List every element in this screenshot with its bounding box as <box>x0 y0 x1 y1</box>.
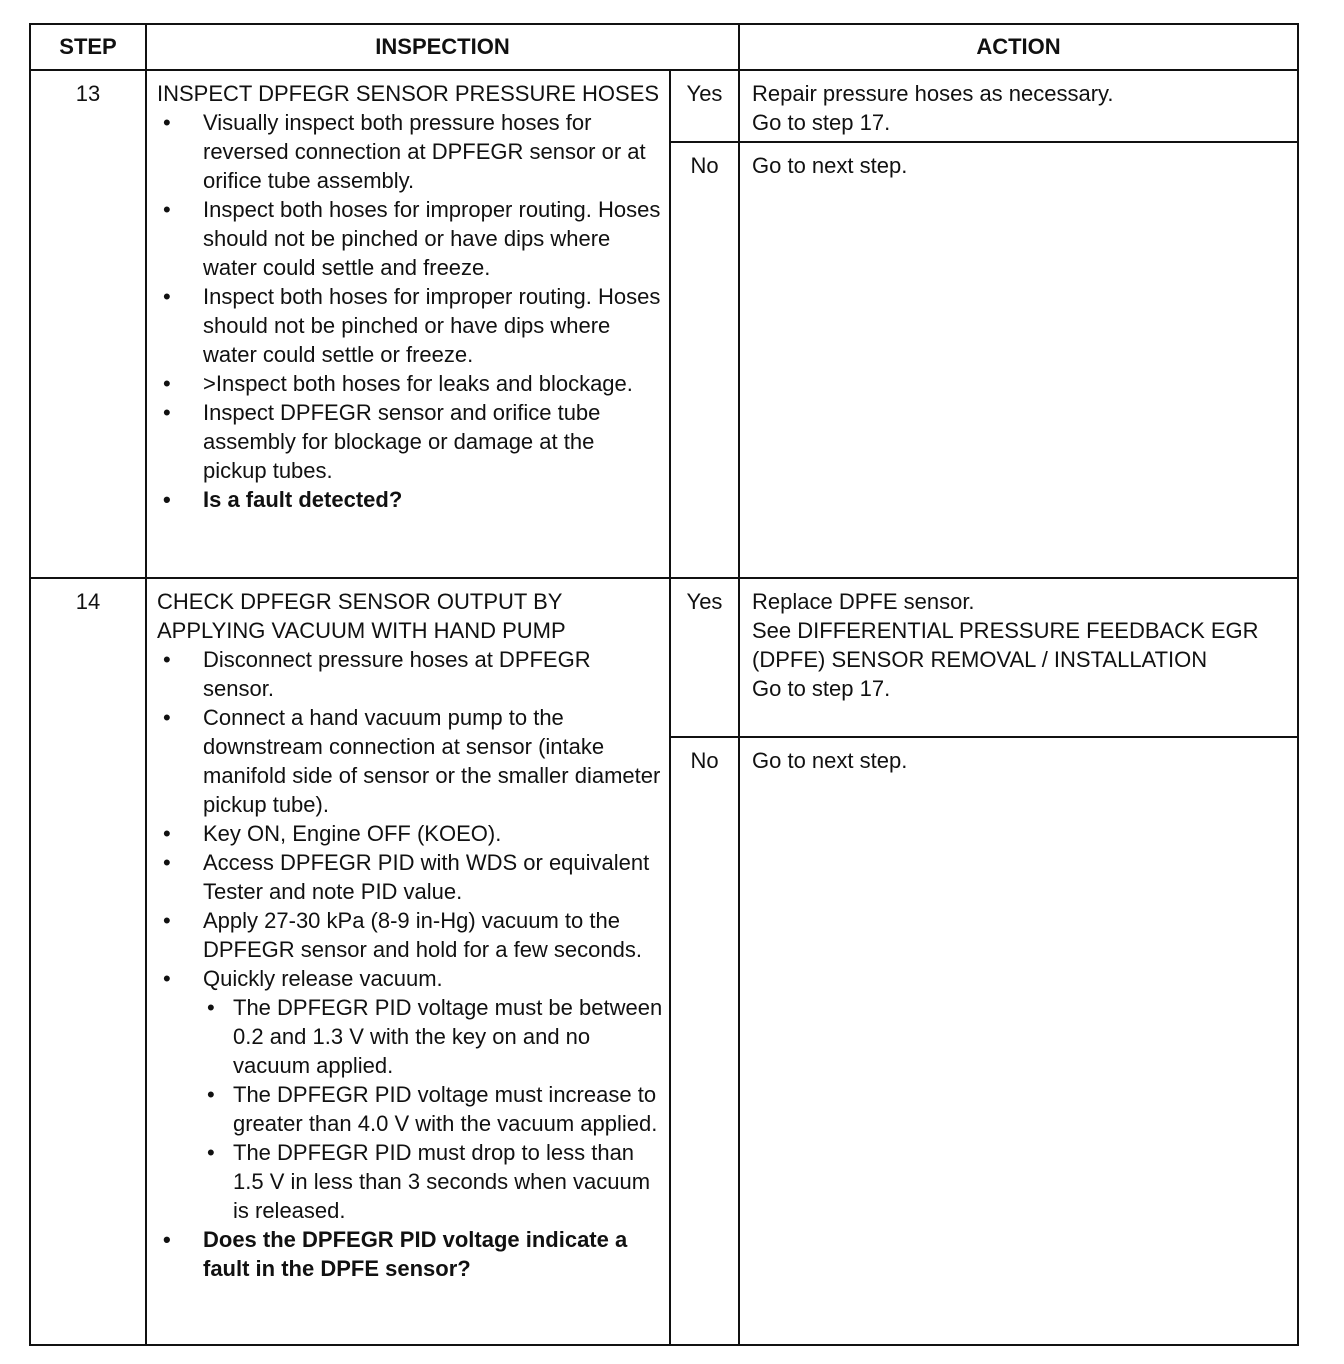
step-number: 13 <box>30 70 146 578</box>
step-13-yes-row <box>30 70 1298 142</box>
header-row <box>30 24 1298 70</box>
inspection-bullet: • Visually inspect both pressure hoses for reversed connection at DPFEGR sensor or at orifice tube assembly. <box>157 108 663 195</box>
step-number: 14 <box>30 578 146 1345</box>
inspection-bullet: • >Inspect both hoses for leaks and blockage. <box>157 369 663 398</box>
no-action <box>739 142 1298 578</box>
inspection-bullets <box>157 108 663 514</box>
inspection-cell <box>146 70 670 578</box>
inspection-question: • Is a fault detected? <box>157 485 663 514</box>
inspection-question: • Does the DPFEGR PID voltage indicate a fault in the DPFE sensor? <box>157 1225 663 1283</box>
inspection-bullet: • Disconnect pressure hoses at DPFEGR sensor. <box>157 645 663 703</box>
inspection-sub-bullets <box>203 993 663 1225</box>
diagnostic-table-sheet <box>29 23 1297 1346</box>
action-line: Go to step 17. <box>752 676 891 701</box>
inspection-bullet-with-sublist <box>157 964 663 1225</box>
no-action <box>739 737 1298 1345</box>
inspection-title: INSPECT DPFEGR SENSOR PRESSURE HOSES <box>157 81 660 106</box>
no-label: No <box>670 737 739 1345</box>
inspection-bullet: • Connect a hand vacuum pump to the downstream connection at sensor (intake manifold side of sensor or the smaller diameter pickup tube). <box>157 703 663 819</box>
inspection-bullet: • Key ON, Engine OFF (KOEO). <box>157 819 663 848</box>
inspection-title: CHECK DPFEGR SENSOR OUTPUT BY APPLYING VACUUM WITH HAND PUMP <box>157 589 566 643</box>
inspection-bullet: • Apply 27-30 kPa (8-9 in-Hg) vacuum to the DPFEGR sensor and hold for a few seconds. <box>157 906 663 964</box>
action-line: Go to next step. <box>752 748 908 773</box>
yes-action <box>739 70 1298 142</box>
step-14-yes-row <box>30 578 1298 737</box>
yes-label: Yes <box>670 578 739 737</box>
inspection-sub-bullet: • The DPFEGR PID voltage must increase to greater than 4.0 V with the vacuum applied. <box>203 1080 663 1138</box>
inspection-sub-bullet: • The DPFEGR PID voltage must be between 0.2 and 1.3 V with the key on and no vacuum applied. <box>203 993 663 1080</box>
inspection-bullet: • Inspect DPFEGR sensor and orifice tube assembly for blockage or damage at the pickup tubes. <box>157 398 663 485</box>
inspection-cell <box>146 578 670 1345</box>
action-line: Go to next step. <box>752 153 908 178</box>
inspection-bullets <box>157 645 663 1283</box>
inspection-bullet-text: Quickly release vacuum. <box>203 966 443 991</box>
action-line: Go to step 17. <box>752 110 891 135</box>
header-step: STEP <box>30 24 146 70</box>
yes-label: Yes <box>670 70 739 142</box>
action-line: Replace DPFE sensor. <box>752 589 975 614</box>
no-label: No <box>670 142 739 578</box>
yes-action <box>739 578 1298 737</box>
diagnostic-table <box>29 23 1299 1346</box>
inspection-bullet: • Inspect both hoses for improper routing. Hoses should not be pinched or have dips where water could settle and freeze. <box>157 195 663 282</box>
inspection-bullet: • Access DPFEGR PID with WDS or equivalent Tester and note PID value. <box>157 848 663 906</box>
action-line: Repair pressure hoses as necessary. <box>752 81 1114 106</box>
header-inspection: INSPECTION <box>146 24 739 70</box>
header-action: ACTION <box>739 24 1298 70</box>
inspection-bullet: • Inspect both hoses for improper routing. Hoses should not be pinched or have dips where water could settle or freeze. <box>157 282 663 369</box>
inspection-sub-bullet: • The DPFEGR PID must drop to less than 1.5 V in less than 3 seconds when vacuum is released. <box>203 1138 663 1225</box>
action-line: See DIFFERENTIAL PRESSURE FEEDBACK EGR (DPFE) SENSOR REMOVAL / INSTALLATION <box>752 618 1259 672</box>
